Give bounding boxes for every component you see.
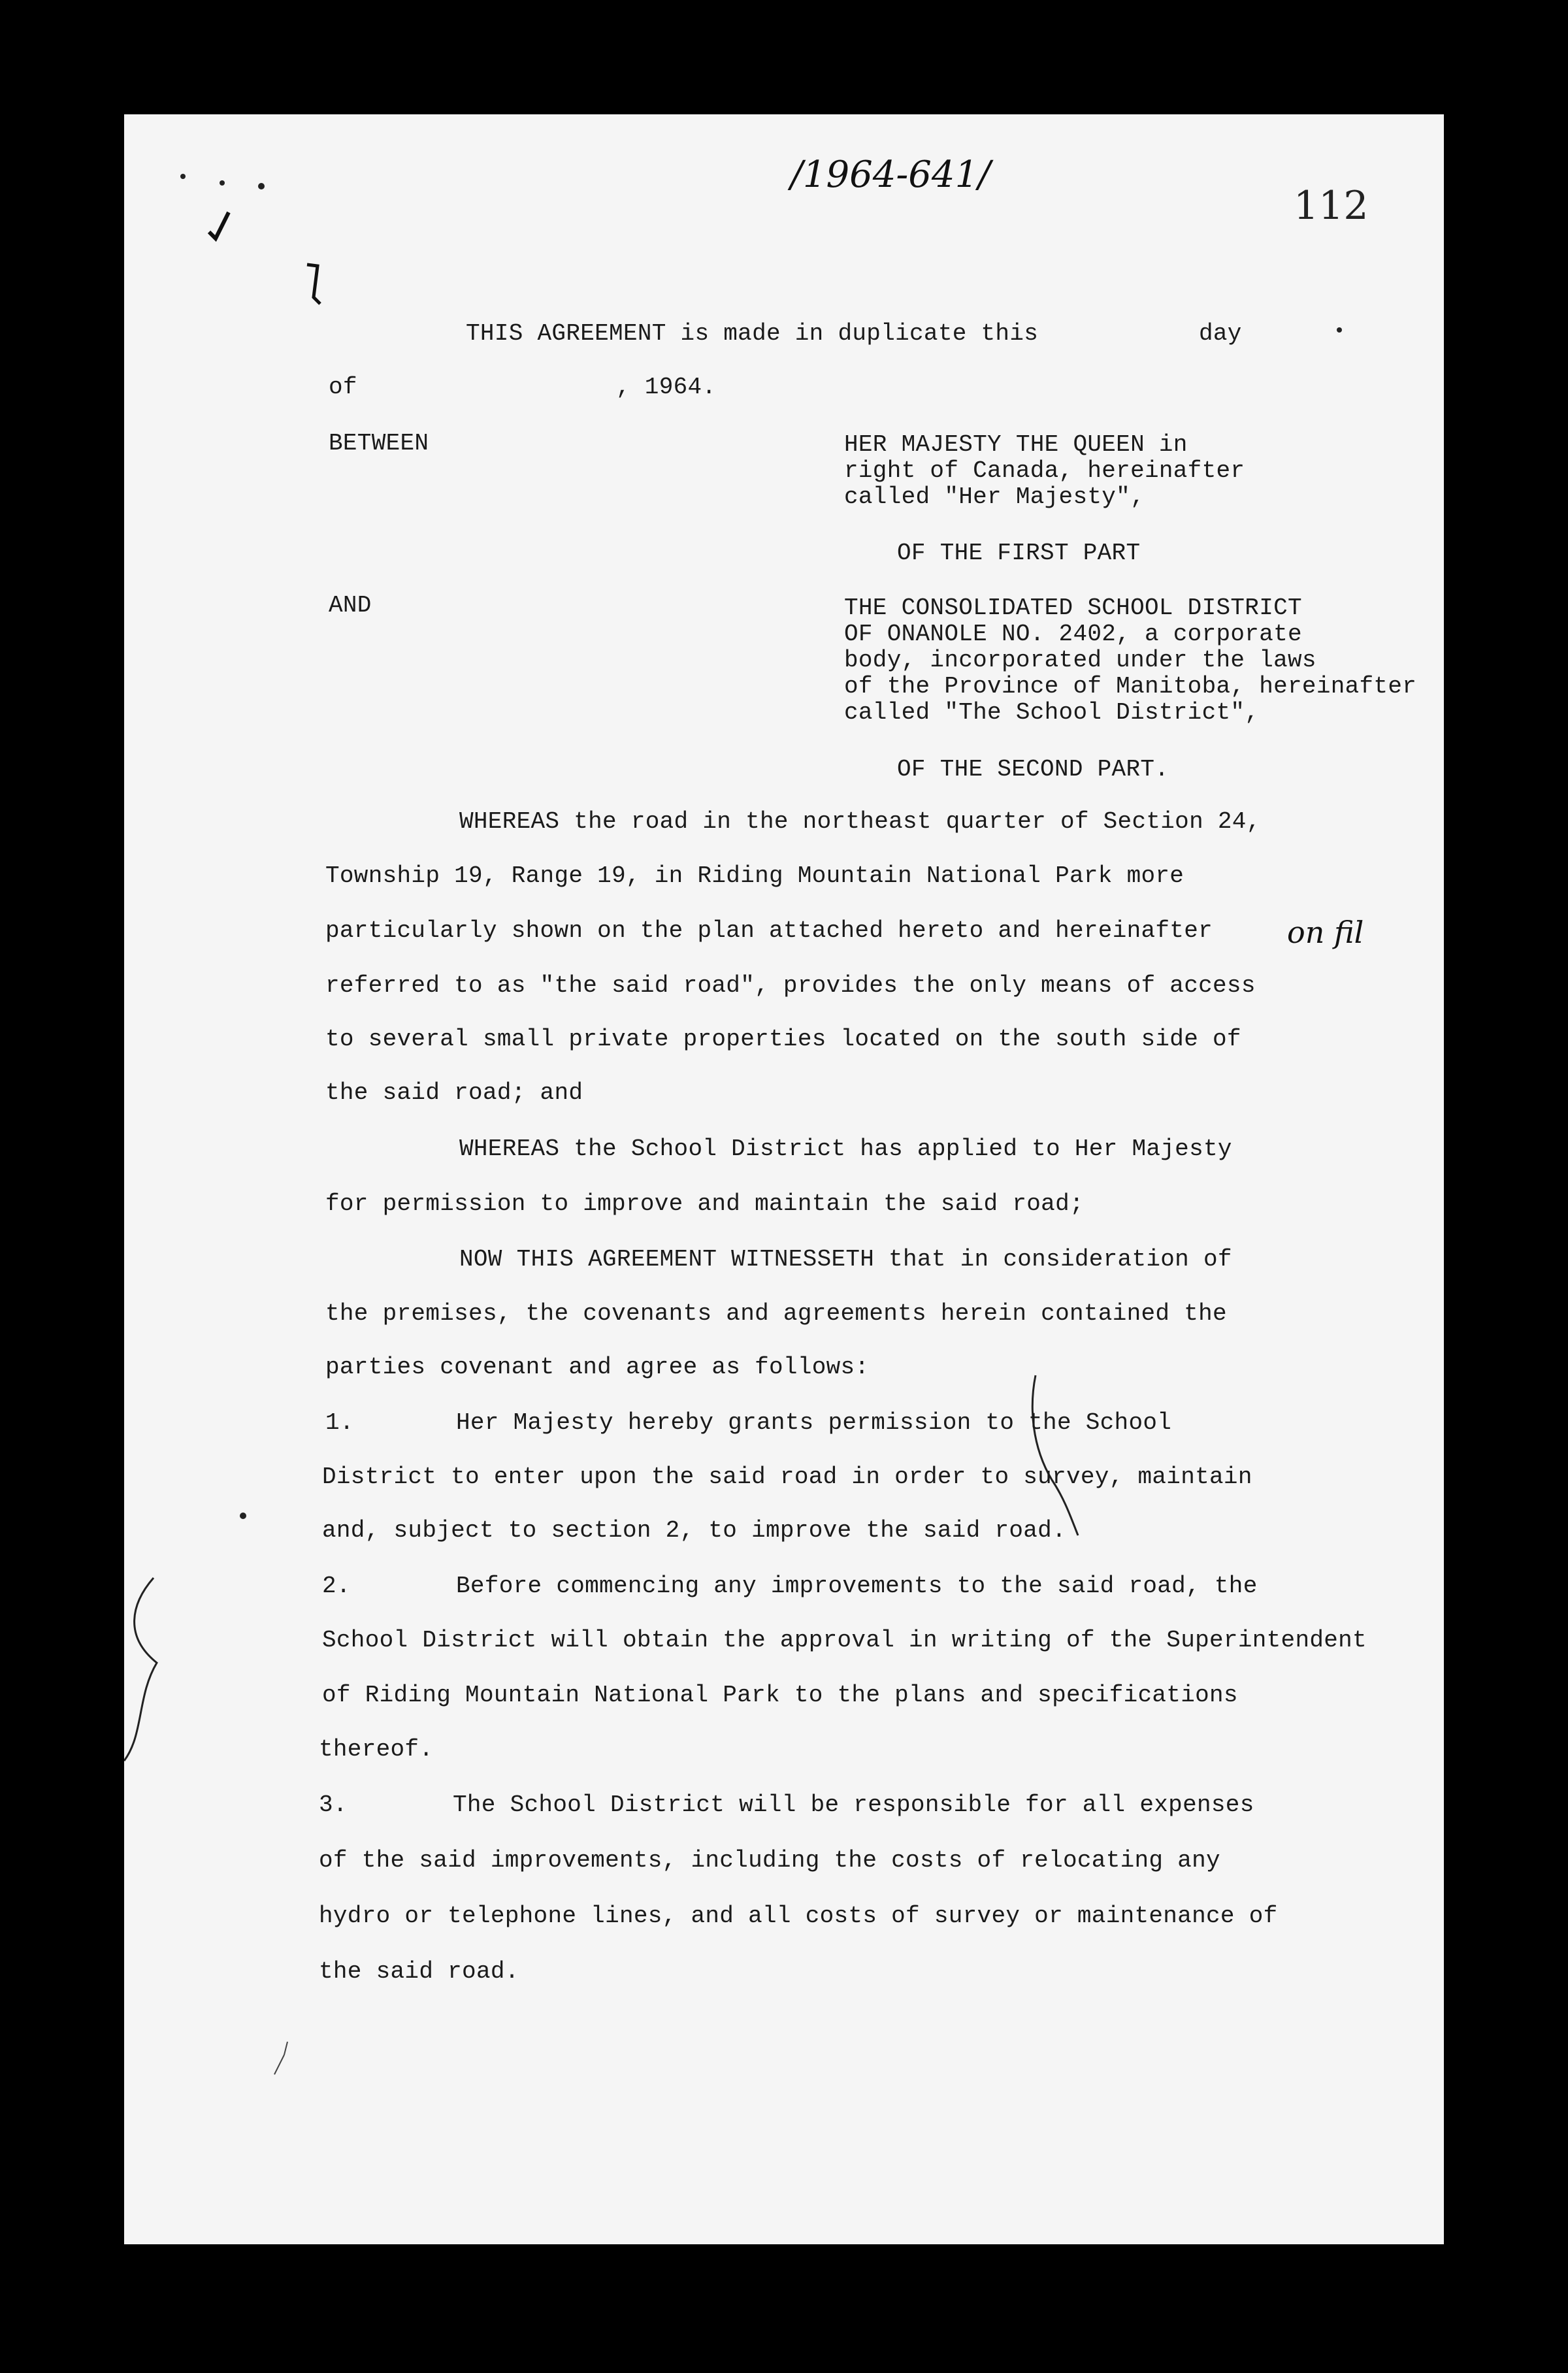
body-line: referred to as "the said road", provides the only means of access xyxy=(325,972,1256,999)
clause-line: thereof. xyxy=(319,1736,434,1763)
body-line: parties covenant and agree as follows: xyxy=(325,1354,870,1381)
clause-line: and, subject to section 2, to improve the said road. xyxy=(322,1517,1066,1544)
margin-bracket-mark xyxy=(124,1578,157,1761)
stray-stroke-mark xyxy=(274,2042,287,2074)
second-party-line: body, incorporated under the laws xyxy=(844,647,1316,674)
body-line: Township 19, Range 19, in Riding Mountain National Park more xyxy=(325,862,1184,889)
between-label: BETWEEN xyxy=(329,430,429,457)
preamble-year: , 1964. xyxy=(616,374,717,401)
preamble-day-label: day xyxy=(1199,320,1242,347)
clause-number: 1. xyxy=(325,1409,354,1436)
second-party-line: called "The School District", xyxy=(844,699,1260,726)
clause-line: District to enter upon the said road in order to survey, maintain xyxy=(322,1464,1252,1490)
handwritten-margin-note: on fil xyxy=(1287,915,1364,950)
clause-line: Before commencing any improvements to the said road, the xyxy=(456,1573,1258,1599)
first-party-line: called "Her Majesty", xyxy=(844,483,1145,510)
body-line: the premises, the covenants and agreements herein contained the xyxy=(325,1300,1227,1327)
clause-line: Her Majesty hereby grants permission to the School xyxy=(456,1409,1172,1436)
body-line: to several small private properties located on the south side of xyxy=(325,1026,1241,1053)
preamble-of-label: of xyxy=(329,374,357,401)
check-mark-icon xyxy=(209,212,229,238)
document-page xyxy=(124,114,1444,2244)
clause-line: of Riding Mountain National Park to the plans and specifications xyxy=(322,1682,1238,1709)
clause-line: the said road. xyxy=(319,1958,519,1985)
hole-punch-mark xyxy=(307,265,320,304)
pen-bracket-mark xyxy=(1032,1375,1078,1535)
body-line: WHEREAS the road in the northeast quarter of Section 24, xyxy=(459,808,1261,835)
clause-line: hydro or telephone lines, and all costs of survey or maintenance of xyxy=(319,1903,1278,1929)
second-party-line: OF ONANOLE NO. 2402, a corporate xyxy=(844,621,1302,647)
first-part-label: OF THE FIRST PART xyxy=(897,540,1141,566)
clause-line: The School District will be responsible for all expenses xyxy=(453,1792,1254,1818)
body-line: particularly shown on the plan attached hereto and hereinafter xyxy=(325,917,1213,944)
second-part-label: OF THE SECOND PART. xyxy=(897,756,1169,783)
page-number: 112 xyxy=(1294,183,1369,229)
second-party-line: THE CONSOLIDATED SCHOOL DISTRICT xyxy=(844,595,1302,621)
clause-line: School District will obtain the approval in writing of the Superintendent xyxy=(322,1627,1367,1654)
body-line: WHEREAS the School District has applied to Her Majesty xyxy=(459,1136,1232,1162)
and-label: AND xyxy=(329,592,372,619)
handwritten-file-number: /1964-641/ xyxy=(791,154,991,196)
clause-line: of the said improvements, including the costs of relocating any xyxy=(319,1847,1220,1874)
second-party-line: of the Province of Manitoba, hereinafter xyxy=(844,673,1417,700)
preamble-line-1: THIS AGREEMENT is made in duplicate this xyxy=(466,320,1039,347)
clause-number: 2. xyxy=(322,1573,351,1599)
clause-number: 3. xyxy=(319,1792,348,1818)
body-line: the said road; and xyxy=(325,1079,583,1106)
body-line: NOW THIS AGREEMENT WITNESSETH that in consideration of xyxy=(459,1246,1232,1273)
first-party-line: HER MAJESTY THE QUEEN in xyxy=(844,431,1188,458)
body-line: for permission to improve and maintain the said road; xyxy=(325,1190,1084,1217)
first-party-line: right of Canada, hereinafter xyxy=(844,457,1245,484)
